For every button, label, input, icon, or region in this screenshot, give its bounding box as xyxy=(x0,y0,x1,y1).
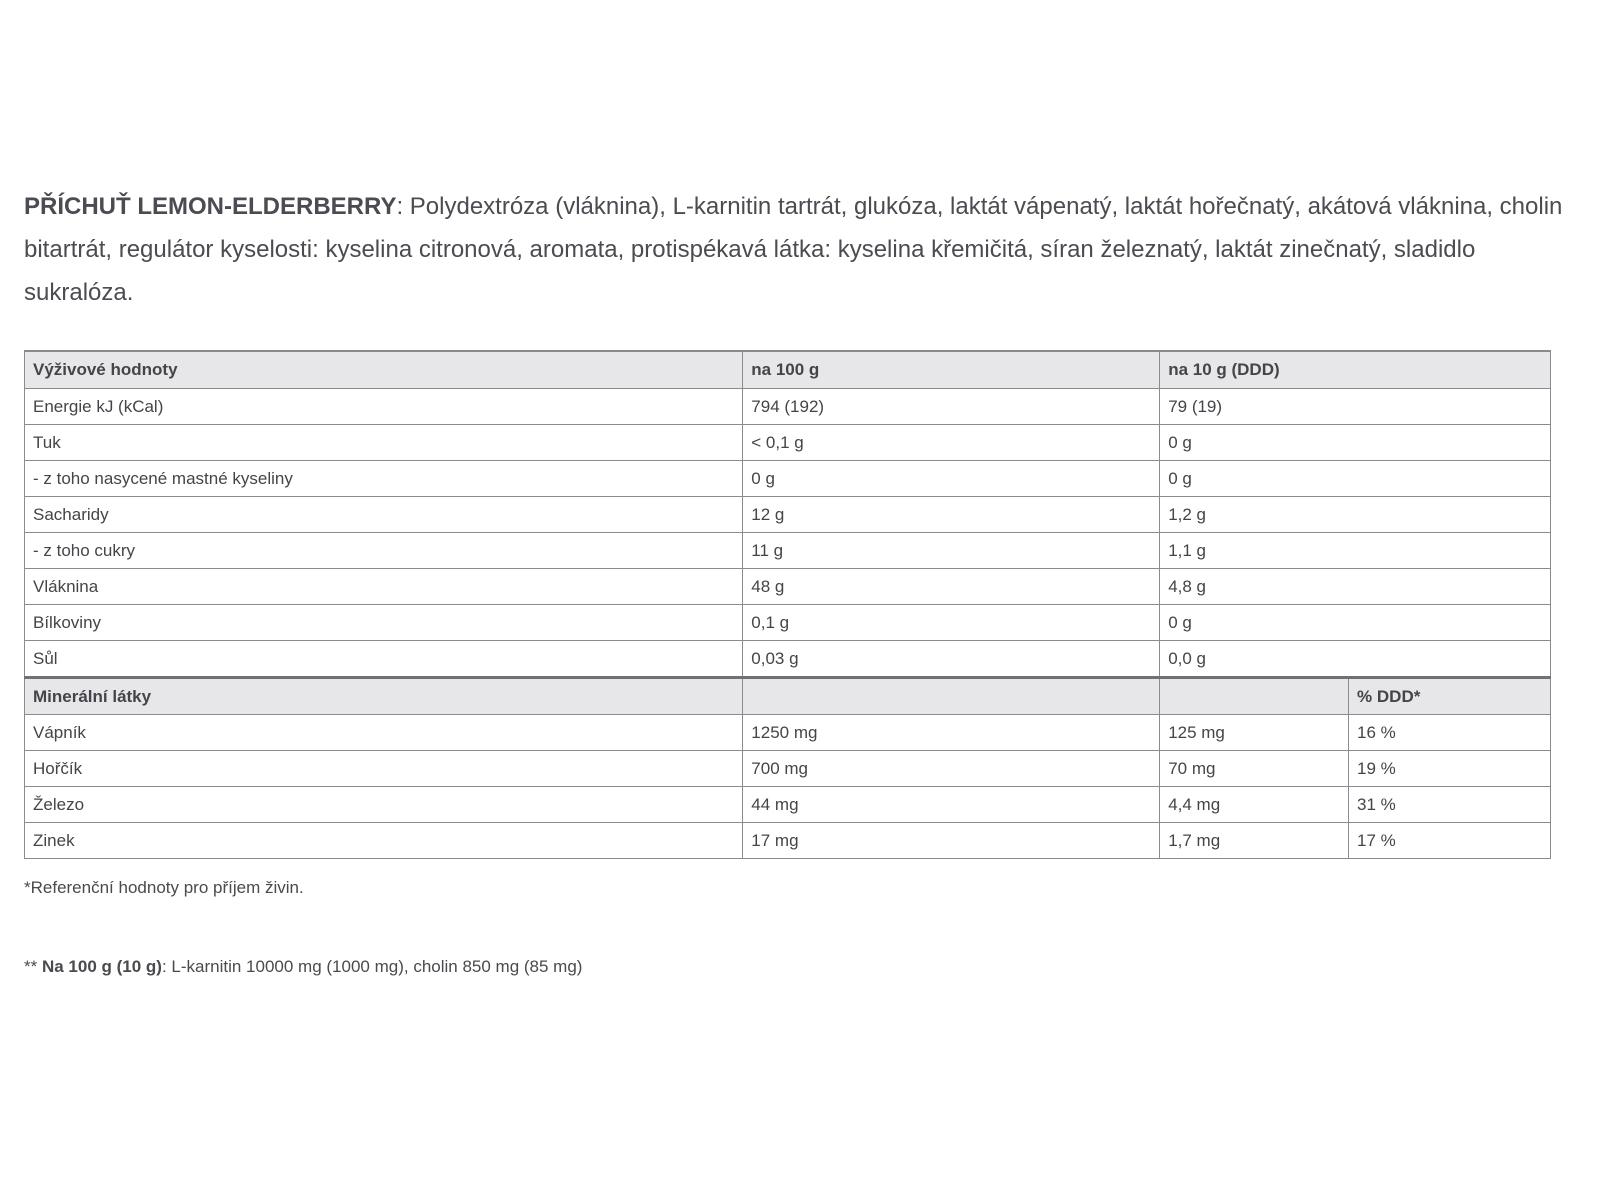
value-per-100g: 794 (192) xyxy=(743,389,1160,425)
percent-ddd: 19 % xyxy=(1349,751,1551,787)
value-per-100g: 48 g xyxy=(743,569,1160,605)
table-row xyxy=(25,605,1551,641)
value-per-10g: 0 g xyxy=(1160,425,1551,461)
nutrition-table xyxy=(24,350,1551,859)
value-per-100g: 0,1 g xyxy=(743,605,1160,641)
header-cell-empty xyxy=(1160,678,1349,715)
mineral-name: Vápník xyxy=(25,715,743,751)
nutrition-header-row xyxy=(25,351,1551,389)
extra-footnote-prefix: ** xyxy=(24,957,42,976)
nutrient-name: Vláknina xyxy=(25,569,743,605)
flavor-label: PŘÍCHUŤ LEMON-ELDERBERRY xyxy=(24,193,397,220)
value-per-10g: 0,0 g xyxy=(1160,641,1551,678)
nutrient-name: Bílkoviny xyxy=(25,605,743,641)
value-per-100g: 0,03 g xyxy=(743,641,1160,678)
minerals-header-row xyxy=(25,678,1551,715)
value-per-10g: 0 g xyxy=(1160,461,1551,497)
value-per-100g: 44 mg xyxy=(743,787,1160,823)
extra-footnote-bold: Na 100 g (10 g) xyxy=(41,957,162,976)
value-per-10g: 125 mg xyxy=(1160,715,1349,751)
value-per-100g: < 0,1 g xyxy=(743,425,1160,461)
value-per-10g: 4,8 g xyxy=(1160,569,1551,605)
value-per-100g: 700 mg xyxy=(743,751,1160,787)
nutrient-name: Sacharidy xyxy=(25,497,743,533)
header-cell-empty xyxy=(743,678,1160,715)
ingredients-text: : Polydextróza (vláknina), L-karnitin tartrát, glukóza, laktát vápenatý, laktát hořečnatý, akátová vláknina, cholin bitartrát, regulátor kyselosti: kyselina citronová, aromata, protispékavá látka: kyselina křemičitá, síran železnatý, laktát zinečnatý, sladidlo sukralóza. xyxy=(24,193,1563,306)
header-cell-per-100g: na 100 g xyxy=(743,351,1160,389)
value-per-10g: 0 g xyxy=(1160,605,1551,641)
value-per-10g: 70 mg xyxy=(1160,751,1349,787)
value-per-10g: 1,1 g xyxy=(1160,533,1551,569)
value-per-100g: 1250 mg xyxy=(743,715,1160,751)
header-cell-percent-ddd: % DDD* xyxy=(1349,678,1551,715)
value-per-10g: 1,7 mg xyxy=(1160,823,1349,859)
table-row xyxy=(25,497,1551,533)
value-per-100g: 17 mg xyxy=(743,823,1160,859)
percent-ddd: 17 % xyxy=(1349,823,1551,859)
nutrient-name: - z toho nasycené mastné kyseliny xyxy=(25,461,743,497)
table-row xyxy=(25,787,1551,823)
value-per-100g: 0 g xyxy=(743,461,1160,497)
nutrient-name: Tuk xyxy=(25,425,743,461)
nutrient-name: - z toho cukry xyxy=(25,533,743,569)
table-row xyxy=(25,715,1551,751)
header-cell-nutrients: Výživové hodnoty xyxy=(25,351,743,389)
extra-footnote xyxy=(24,957,582,977)
table-row xyxy=(25,389,1551,425)
value-per-10g: 1,2 g xyxy=(1160,497,1551,533)
table-row xyxy=(25,751,1551,787)
value-per-100g: 12 g xyxy=(743,497,1160,533)
value-per-10g: 79 (19) xyxy=(1160,389,1551,425)
table-row xyxy=(25,533,1551,569)
mineral-name: Zinek xyxy=(25,823,743,859)
header-cell-minerals: Minerální látky xyxy=(25,678,743,715)
percent-ddd: 16 % xyxy=(1349,715,1551,751)
table-row xyxy=(25,641,1551,678)
table-row xyxy=(25,823,1551,859)
ingredients-paragraph xyxy=(24,185,1564,314)
table-row xyxy=(25,569,1551,605)
value-per-10g: 4,4 mg xyxy=(1160,787,1349,823)
nutrient-name: Energie kJ (kCal) xyxy=(25,389,743,425)
value-per-100g: 11 g xyxy=(743,533,1160,569)
extra-footnote-text: : L-karnitin 10000 mg (1000 mg), cholin 850 mg (85 mg) xyxy=(161,957,583,976)
reference-footnote: *Referenční hodnoty pro příjem živin. xyxy=(24,878,304,897)
percent-ddd: 31 % xyxy=(1349,787,1551,823)
mineral-name: Hořčík xyxy=(25,751,743,787)
table-row xyxy=(25,461,1551,497)
table-row xyxy=(25,425,1551,461)
mineral-name: Železo xyxy=(25,787,743,823)
nutrient-name: Sůl xyxy=(25,641,743,678)
header-cell-per-10g: na 10 g (DDD) xyxy=(1160,351,1551,389)
